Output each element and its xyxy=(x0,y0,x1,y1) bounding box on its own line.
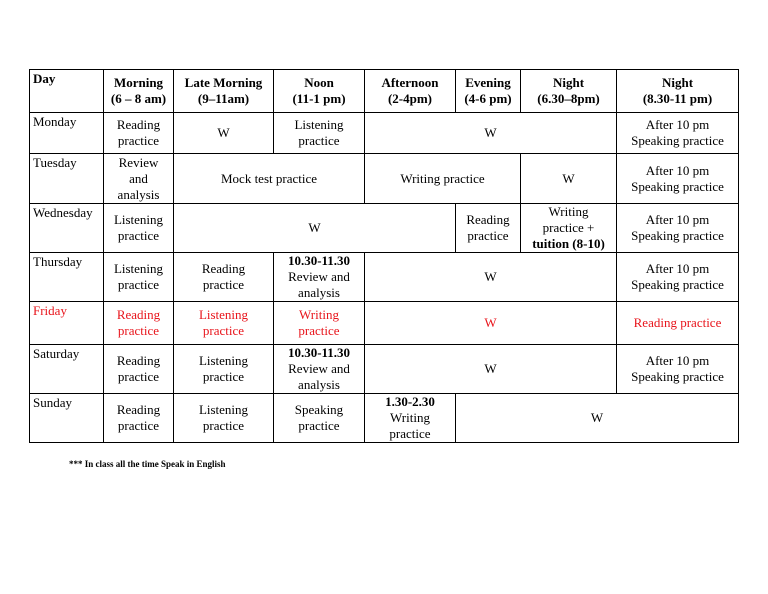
saturday-late-morning: Listening practice xyxy=(174,345,274,394)
saturday-morning: Reading practice xyxy=(104,345,174,394)
thursday-late-morning: Reading practice xyxy=(174,253,274,302)
wednesday-morning: Listening practice xyxy=(104,204,174,253)
saturday-night-late: After 10 pm Speaking practice xyxy=(617,345,739,394)
row-tuesday xyxy=(30,154,739,204)
thursday-morning: Listening practice xyxy=(104,253,174,302)
day-label-saturday: Saturday xyxy=(30,345,104,394)
monday-morning: Reading practice xyxy=(104,113,174,154)
friday-late-morning: Listening practice xyxy=(174,302,274,345)
wednesday-late-morning-to-afternoon: W xyxy=(174,204,456,253)
monday-noon: Listening practice xyxy=(274,113,365,154)
tuesday-morning: Review and analysis xyxy=(104,154,174,204)
tuesday-night-late: After 10 pm Speaking practice xyxy=(617,154,739,204)
thursday-night-late: After 10 pm Speaking practice xyxy=(617,253,739,302)
sunday-evening-to-night: W xyxy=(456,394,739,443)
header-noon: Noon (11-1 pm) xyxy=(274,70,365,113)
monday-night-late: After 10 pm Speaking practice xyxy=(617,113,739,154)
wednesday-night-late: After 10 pm Speaking practice xyxy=(617,204,739,253)
saturday-afternoon-to-night: W xyxy=(365,345,617,394)
friday-noon: Writing practice xyxy=(274,302,365,345)
monday-late-morning: W xyxy=(174,113,274,154)
header-night-early: Night (6.30–8pm) xyxy=(521,70,617,113)
row-friday xyxy=(30,302,739,345)
sunday-late-morning: Listening practice xyxy=(174,394,274,443)
wednesday-night-early: Writing practice + tuition (8-10) xyxy=(521,204,617,253)
header-evening: Evening (4-6 pm) xyxy=(456,70,521,113)
friday-night-late: Reading practice xyxy=(617,302,739,345)
thursday-afternoon-to-night: W xyxy=(365,253,617,302)
friday-afternoon-to-night: W xyxy=(365,302,617,345)
header-row xyxy=(30,70,739,113)
row-thursday xyxy=(30,253,739,302)
wednesday-evening: Reading practice xyxy=(456,204,521,253)
day-label-tuesday: Tuesday xyxy=(30,154,104,204)
header-afternoon: Afternoon (2-4pm) xyxy=(365,70,456,113)
day-label-friday: Friday xyxy=(30,302,104,345)
friday-morning: Reading practice xyxy=(104,302,174,345)
header-morning: Morning (6 – 8 am) xyxy=(104,70,174,113)
tuesday-afternoon-evening: Writing practice xyxy=(365,154,521,204)
row-saturday xyxy=(30,345,739,394)
weekly-schedule-table xyxy=(29,69,739,443)
monday-afternoon-to-night: W xyxy=(365,113,617,154)
day-label-thursday: Thursday xyxy=(30,253,104,302)
thursday-noon: 10.30-11.30 Review and analysis xyxy=(274,253,365,302)
header-late-morning: Late Morning (9–11am) xyxy=(174,70,274,113)
row-monday xyxy=(30,113,739,154)
day-label-wednesday: Wednesday xyxy=(30,204,104,253)
saturday-noon: 10.30-11.30 Review and analysis xyxy=(274,345,365,394)
sunday-afternoon: 1.30-2.30 Writing practice xyxy=(365,394,456,443)
tuesday-night-early: W xyxy=(521,154,617,204)
sunday-noon: Speaking practice xyxy=(274,394,365,443)
day-label-sunday: Sunday xyxy=(30,394,104,443)
day-label-monday: Monday xyxy=(30,113,104,154)
header-day: Day xyxy=(30,70,104,113)
row-sunday xyxy=(30,394,739,443)
row-wednesday xyxy=(30,204,739,253)
footnote: *** In class all the time Speak in English xyxy=(69,459,226,469)
header-night-late: Night (8.30-11 pm) xyxy=(617,70,739,113)
tuesday-late-morning-noon: Mock test practice xyxy=(174,154,365,204)
sunday-morning: Reading practice xyxy=(104,394,174,443)
